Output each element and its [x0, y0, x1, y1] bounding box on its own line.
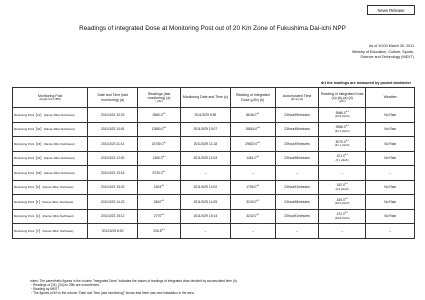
cell-int: 8646.0$^{※1}$	[230, 108, 275, 123]
page-title: Readings of integrated Dose at Monitoring Post out of 20 Km Zone of Fukushima Dai-ichi NPP	[79, 25, 346, 32]
cell-post: Monitoring Point【V】 (Namie 30km Northwest)	[13, 224, 88, 239]
cell-accum: –	[275, 224, 318, 239]
cell-weather: No Rain	[366, 209, 415, 224]
cell-weather: –	[366, 224, 415, 239]
cell-date-now: 2011/3/29 11:18	[181, 137, 231, 152]
cell-post: Monitoring Point【S】 (Namie 30km Northwest)	[13, 180, 88, 195]
cell-post: Monitoring Point【32】 (Namie 30km Northwest)	[13, 122, 88, 137]
cell-last: 11850.0$^{※1}$	[138, 122, 181, 137]
cell-date-now: 2011/3/29 15:14	[181, 209, 231, 224]
cell-post: Monitoring Point【33】 (Namie 30km Northwest)	[13, 137, 88, 152]
cell-last: 1603$^{※1}$	[138, 180, 181, 195]
cell-result: 101.0$^{※1}$ (6.1 μSv/h)	[319, 151, 366, 166]
cell-post: Monitoring Point【T】 (Namie 30km Northwest)	[13, 195, 88, 210]
cell-weather: No Rain	[366, 122, 415, 137]
header-weather: Weather	[366, 88, 415, 108]
cell-accum: –	[275, 166, 318, 181]
table-row	[13, 195, 415, 210]
cell-result: –	[319, 166, 366, 181]
cell-start: 2011/3/23 14:22	[88, 195, 138, 210]
table-row	[13, 180, 415, 195]
cell-result: 472.0$^{※1}$ (19.8 μSv/h)	[319, 209, 366, 224]
cell-result: 152.0$^{※1}$ (6.4 μSv/h)	[319, 180, 366, 195]
cell-weather: No Rain	[366, 195, 415, 210]
cell-start: 2011/3/23 13:15	[88, 166, 138, 181]
cell-accum: 23hour48minutes	[275, 122, 318, 137]
cell-int: 29820.0$^{※1}$	[230, 137, 275, 152]
cell-date-now: –	[181, 224, 231, 239]
footnote-3: ・Reading by MEXT	[30, 286, 60, 291]
cell-int: 15816.0$^{※1}$	[230, 122, 275, 137]
cell-weather: No Rain	[366, 137, 415, 152]
cell-last: 2680.0$^{※1}$	[138, 108, 181, 123]
cell-start: 2011/3/23 11:14	[88, 137, 138, 152]
dosimeter-note: ※1 the readings are measured by pocket dosimeter	[321, 81, 411, 85]
header-reading-last: Readings (last monitoring) (a) ( μSv)	[138, 88, 181, 108]
cell-post: Monitoring Point【31】 (Namie 30km Northwest)	[13, 108, 88, 123]
cell-accum: 23hour59minutes	[275, 108, 318, 123]
footnote-1: notes: The parenthetic figures in the column "Integrated Dose" indicates the values of readings of integrated dose devided by accumulated time (h).	[30, 279, 238, 283]
cell-accum: 23hour49minutes	[275, 137, 318, 152]
cell-accum: 23hour51minutes	[275, 180, 318, 195]
cell-start: 2011/3/23 8:52	[88, 224, 138, 239]
ministry-line-2: Science and Technology (MEXT)	[360, 55, 414, 59]
table-row	[13, 122, 415, 137]
ministry-line-1: Ministry of Education, Culture, Sports,	[352, 49, 414, 54]
cell-int: –	[230, 166, 275, 181]
cell-date-now: 2011/3/29 14:25	[181, 195, 231, 210]
table-row	[13, 137, 415, 152]
cell-weather: No Rain	[366, 180, 415, 195]
cell-int: 3240.0$^{※1}$	[230, 195, 275, 210]
cell-weather: –	[366, 166, 415, 181]
cell-last: 2770$^{※1}$	[138, 209, 181, 224]
cell-result: 5070.0$^{※1}$ (21.1 μSv/h)	[319, 137, 366, 152]
header-date-now: Monitoring Date and Time (c)	[181, 88, 231, 108]
header-reading-now: Reading of integrated Dose (c)=(b)-(a) (d) (μSv)	[319, 88, 366, 108]
cell-result: 3966.0$^{※1}$ (21.1 μSv/h)	[319, 122, 366, 137]
footnotes	[30, 280, 410, 296]
table-row	[13, 108, 415, 123]
cell-result: 430.0$^{※1}$ (18.0 μSv/h)	[319, 195, 366, 210]
table-row	[13, 209, 415, 224]
table-row	[13, 166, 415, 181]
dose-table	[12, 87, 415, 239]
header-reading-int: Reading of Integrated Dose (μSv) (b)	[230, 88, 275, 108]
header-start: Date and Time (last monitoring) (a)	[88, 88, 138, 108]
cell-date-now: 2011/3/29 10:07	[181, 122, 231, 137]
cell-last: 226.8$^{※1}$	[138, 224, 181, 239]
cell-start: 2011/3/23 10:51	[88, 122, 138, 137]
cell-weather: No Rain	[366, 151, 415, 166]
issuer-block	[352, 44, 414, 61]
cell-start: 2011/3/23 15:02	[88, 180, 138, 195]
cell-result: –	[319, 224, 366, 239]
cell-last: 24750.0$^{※1}$	[138, 137, 181, 152]
cell-start: 2011/3/23 15:12	[88, 209, 138, 224]
cell-date-now: 2011/3/29 12:03	[181, 151, 231, 166]
cell-result: 5966.0$^{※1}$ (10.8 μSv/h)	[319, 108, 366, 123]
asof-date: As of 10:00 March 30, 2011	[368, 44, 414, 48]
footnote-4: ・The figures of 5S in the column "Date and Time (last monitoring)" shows that there was new instalation in the area.	[30, 290, 195, 295]
cell-last: 1360.0$^{※1}$	[138, 151, 181, 166]
news-release-badge: News Release	[367, 5, 415, 15]
cell-int: 1461.0$^{※1}$	[230, 151, 275, 166]
cell-start: 2011/3/23 10:23	[88, 108, 138, 123]
cell-last: 5730.0$^{※1}$	[138, 166, 181, 181]
cell-start: 2011/3/23 12:00	[88, 151, 138, 166]
cell-date-now: 2011/3/29 14:02	[181, 180, 231, 195]
table-row	[13, 151, 415, 166]
table-header-row	[13, 88, 415, 108]
cell-accum: 23hour51minutes	[275, 209, 318, 224]
cell-date-now: 2011/3/29 9:59	[181, 108, 231, 123]
cell-post: Monitoring Point【34】 (Namie 30km Northwest)	[13, 151, 88, 166]
cell-int: 1755.0$^{※1}$	[230, 180, 275, 195]
cell-date-now: –	[181, 166, 231, 181]
cell-post: Monitoring Point【35】 (Namie 30km Northwest)	[13, 166, 88, 181]
table-row	[13, 224, 415, 239]
cell-post: Monitoring Point【U】 (Namie 30km Northwest)	[13, 209, 88, 224]
footnote-2: ・Readings of [31], [34] on 29th are unconfirmed.	[30, 282, 100, 287]
cell-int: –	[230, 224, 275, 239]
cell-accum: 23hour58minutes	[275, 151, 318, 166]
header-accum: Accumulated Time (d)=(c)-(a)	[275, 88, 318, 108]
header-post: Monitoring Post (length from NPP)	[13, 88, 88, 108]
cell-accum: 23hour58minutes	[275, 195, 318, 210]
cell-int: 3242.0$^{※1}$	[230, 209, 275, 224]
cell-last: 2810$^{※1}$	[138, 195, 181, 210]
cell-weather: No Rain	[366, 108, 415, 123]
